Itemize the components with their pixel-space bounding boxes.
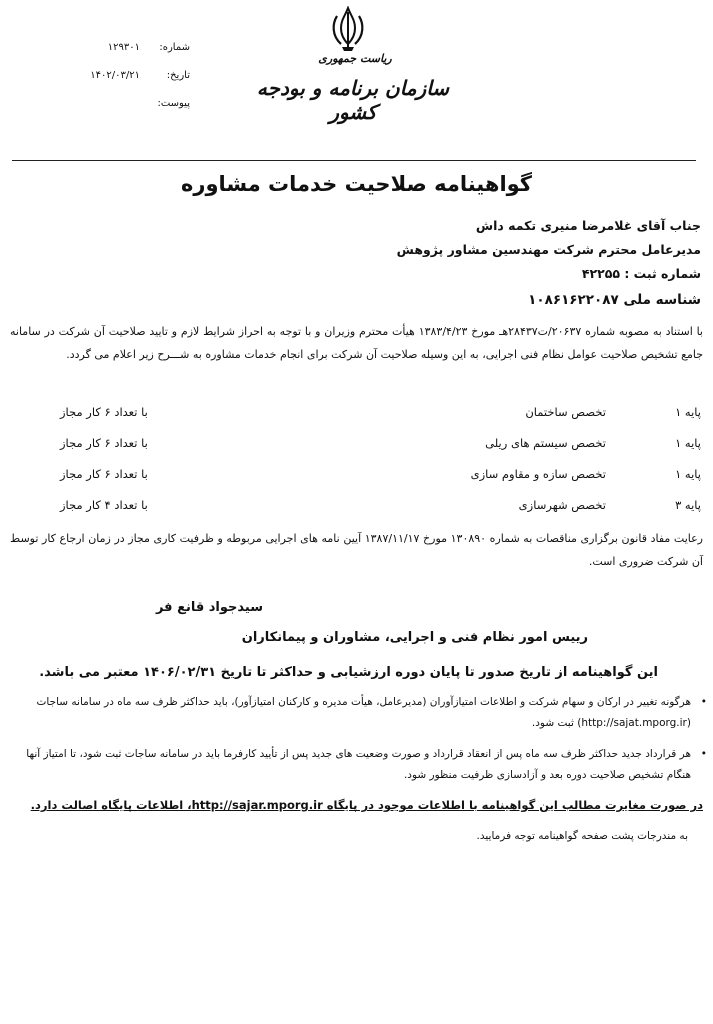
org-name: سازمان برنامه و بودجه کشور [256,76,450,124]
specialty-level: پایه ۳ [675,498,701,512]
specialty-count: با تعداد ۶ کار مجاز [60,436,148,450]
org-subtitle: ریاست جمهوری [318,52,392,65]
intro-paragraph: با استناد به مصوبه شماره ۲۰۶۳۷/ت۲۸۴۳۷هـ مورخ ۱۳۸۳/۴/۲۳ هیأت محترم وزیران و با توجه به احراز شرایط لازم و تایید صلاحیت آن شرکت در سامانه جامع تشخیص صلاحیت عوامل نظام فنی اجرایی، به این وسیله صلاحیت آن شرکت برای انجام خدمات مشاوره به شـــرح زیر اعلام می گردد. [10,325,703,361]
national-id: شناسه ملی ۱۰۸۶۱۶۲۲۰۸۷ [528,292,701,308]
specialty-name: تخصص سازه و مقاوم سازی [470,467,606,481]
specialty-level: پایه ۱ [675,436,701,450]
letter-meta [70,34,190,118]
specialty-name: تخصص سیستم های ریلی [485,436,606,450]
specialty-row [60,436,701,460]
note-text: هرگونه تغییر در ارکان و سهام شرکت و اطلاعات امتیازآوران (مدیرعامل، هیأت مدیره و کارکنان امتیازآور)، باید حداکثر ظرف سه ماه در سامانه ساجات (http://sajat.mporg.ir) ثبت شود. [36,696,691,729]
specialty-level: پایه ۱ [675,467,701,481]
bullet-icon: • [700,696,707,708]
authenticity-warning: در صورت مغایرت مطالب این گواهینامه با اطلاعات موجود در پایگاه http://sajar.mporg.ir، اطلاعات پایگاه اصالت دارد. [30,798,703,812]
specialty-row [60,467,701,491]
document-title: گواهینامه صلاحیت خدمات مشاوره [180,172,533,196]
number-label: شماره: [159,42,190,53]
signatory-name: سیدجواد قانع فر [155,600,263,615]
specialty-level: پایه ۱ [675,405,701,419]
date-label: تاریخ: [166,70,190,81]
registration-number: شماره ثبت : ۴۲۲۵۵ [581,266,701,281]
number-value: ۱۲۹۳۰۱ [107,42,140,53]
specialty-count: با تعداد ۶ کار مجاز [60,405,148,419]
date-value: ۱۴۰۲/۰۳/۲۱ [90,70,140,81]
footer-note: به مندرجات پشت صفحه گواهینامه توجه فرمایید. [476,830,688,842]
specialty-count: با تعداد ۴ کار مجاز [60,498,148,512]
note-item [10,692,707,734]
specialty-row [60,498,701,522]
specialty-row [60,405,701,429]
iran-emblem-icon [328,6,368,52]
recipient-position: مدیرعامل محترم شرکت مهندسین مشاور پژوهش [396,242,701,257]
header-divider [12,160,696,161]
signatory-position: رییس امور نظام فنی و اجرایی، مشاوران و پیمانکاران [241,630,588,645]
bullet-icon: • [700,748,707,760]
attachment-label: پیوست: [157,98,190,109]
compliance-paragraph: رعایت مفاد قانون برگزاری مناقصات به شماره ۱۳۰۸۹۰ مورخ ۱۳۸۷/۱۱/۱۷ آیین نامه های اجرایی مربوطه و ظرفیت کاری مجاز در زمان ارجاع کار توسط آن شرکت ضروری است. [10,532,703,568]
validity-statement: این گواهینامه از تاریخ صدور تا پایان دوره ارزشیابی و حداکثر تا تاریخ ۱۴۰۶/۰۲/۳۱ معتبر می باشد. [39,665,658,680]
attachment-row [70,90,190,118]
number-row [70,34,190,62]
date-row [70,62,190,90]
recipient-name: جناب آقای غلامرضا منیری تکمه داش [475,218,701,233]
specialty-count: با تعداد ۶ کار مجاز [60,467,148,481]
specialty-name: تخصص شهرسازی [518,498,606,512]
note-item [10,744,707,786]
note-text: هر قرارداد جدید حداکثر ظرف سه ماه پس از انعقاد قرارداد و صورت وضعیت های جدید پس از تأیید کارفرما باید در سامانه ساجات ثبت شود، تا امتیاز آنها هنگام تشخیص صلاحیت دوره بعد و آزادسازی ظرفیت منظور شود. [26,748,691,781]
specialty-name: تخصص ساختمان [525,405,606,419]
